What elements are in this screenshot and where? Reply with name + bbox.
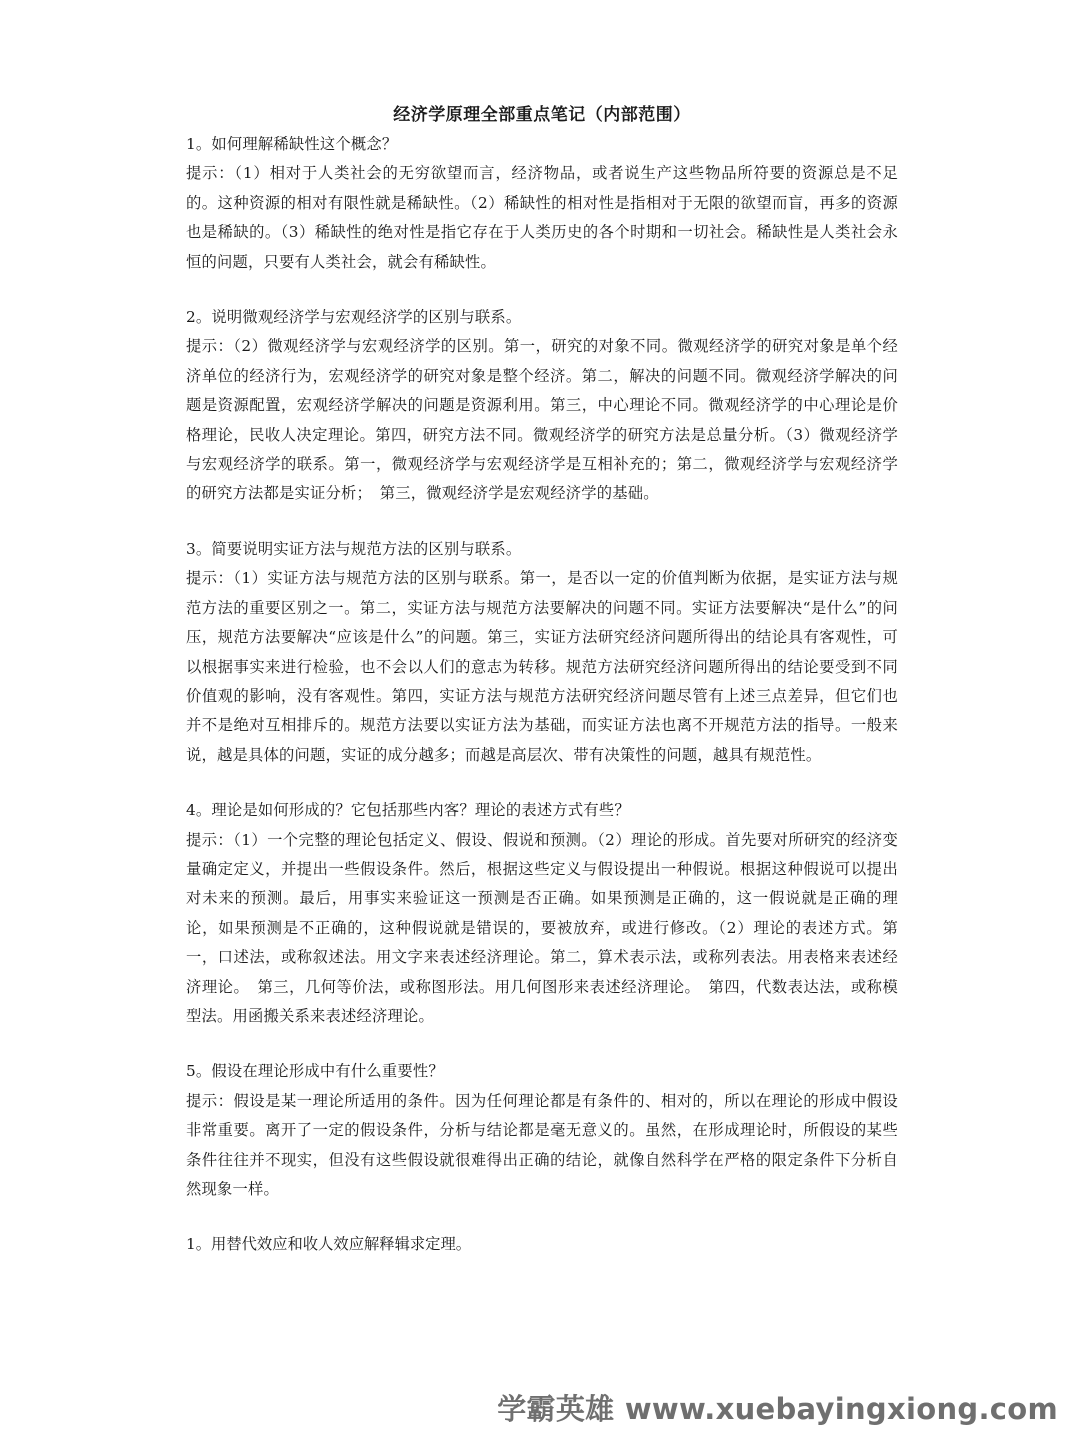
question-text: 2。说明微观经济学与宏观经济学的区别与联系。 [186, 308, 522, 327]
question-text: 3。简要说明实证方法与规范方法的区别与联系。 [186, 539, 522, 558]
qa-section-3 [186, 535, 898, 770]
document-title: 经济学原理全部重点笔记（内部范围） [393, 105, 691, 125]
answer-text: 提示：假设是某一理论所适用的条件。因为任何理论都是有条件的、相对的，所以在理论的形成中假设非常重要。离开了一定的假设条件，分析与结论都是毫无意义的。虽然，在形成理论时，所假设的某些条件往往并不现实，但没有这些假设就很难得出正确的结论，就像自然科学在严格的限定条件下分析自然现象一样。 [186, 1091, 898, 1198]
qa-section-1 [186, 130, 898, 277]
answer-text: 提示：（2）微观经济学与宏观经济学的区别。第一，研究的对象不同。微观经济学的研究对象是单个经济单位的经济行为，宏观经济学的研究对象是整个经济。第二，解决的问题不同。微观经济学解决的问题是资源配置，宏观经济学解决的问题是资源利用。第三，中心理论不同。微观经济学的中心理论是价格理论，民收人决定理论。第四，研究方法不同。微观经济学的研究方法是总量分析。（3）微观经济学与宏观经济学的联系。第一，微观经济学与宏观经济学是互相补充的；第二，微观经济学与宏观经济学的研究方法都是实证分析； 第三，微观经济学是宏观经济学的基础。 [186, 337, 898, 503]
trailing-question: 1。用替代效应和收人效应解释辑求定理。 [186, 1235, 472, 1254]
answer-text: 提示：（1）实证方法与规范方法的区别与联系。第一，是否以一定的价值判断为依据，是实证方法与规范方法的重要区别之一。第二，实证方法与规范方法要解决的问题不同。实证方法要解决“是什么”的问压，规范方法要解决“应该是什么”的问题。第三，实证方法研究经济问题所得出的结论具有客观性，可以根据事实来进行检验，也不会以人们的意志为转移。规范方法研究经济问题所得出的结论要受到不同价值观的影响，没有客观性。第四，实证方法与规范方法研究经济问题尽管有上述三点差异，但它们也并不是绝对互相排斥的。规范方法要以实证方法为基础，而实证方法也离不开规范方法的指导。一般来说，越是具体的问题，实证的成分越多；而越是高层次、带有决策性的问题，越具有规范性。 [186, 569, 898, 764]
qa-section-2 [186, 303, 898, 509]
question-text: 4。理论是如何形成的？它包括那些内客？理论的表述方式有些？ [186, 801, 630, 820]
qa-section-5 [186, 1057, 898, 1204]
question-text: 1。如何理解稀缺性这个概念？ [186, 135, 398, 153]
answer-text: 提示：（1）一个完整的理论包括定义、假设、假说和预测。（2）理论的形成。首先要对所研究的经济变量确定定义，并提出一些假设条件。然后，根据这些定义与假设提出一种假说。根据这种假说可以提出对未来的预测。最后，用事实来验证这一预测是否正确。如果预测是正确的，这一假说就是正确的理论，如果预测是不正确的，这种假说就是错误的，要被放弃，或进行修改。（2）理论的表述方式。第一，口述法，或称叙述法。用文字来表述经济理论。第二，算术表示法，或称列表法。用表格来表述经济理论。 第三，几何等价法，或称图形法。用几何图形来表述经济理论。 第四，代数表达法，或称模型法。用函搬关系来表述经济理论。 [186, 830, 898, 1025]
question-text: 5。假设在理论形成中有什么重要性？ [186, 1062, 444, 1081]
qa-section-4 [186, 796, 898, 1031]
answer-text: 提示：（1）相对于人类社会的无穷欲望而言，经济物品，或者说生产这些物品所符要的资源总是不足的。这种资源的相对有限性就是稀缺性。（2）稀缺性的相对性是指相对于无限的欲望而盲，再多的资源也是稀缺的。（3）稀缺性的绝对性是指它存在于人类历史的各个时期和一切社会。稀缺性是人类社会永恒的问题，只要有人类社会，就会有稀缺性。 [186, 164, 898, 271]
document-page [186, 100, 898, 1260]
site-watermark: 学霸英雄 www.xuebayingxiong.com [497, 1392, 1058, 1426]
